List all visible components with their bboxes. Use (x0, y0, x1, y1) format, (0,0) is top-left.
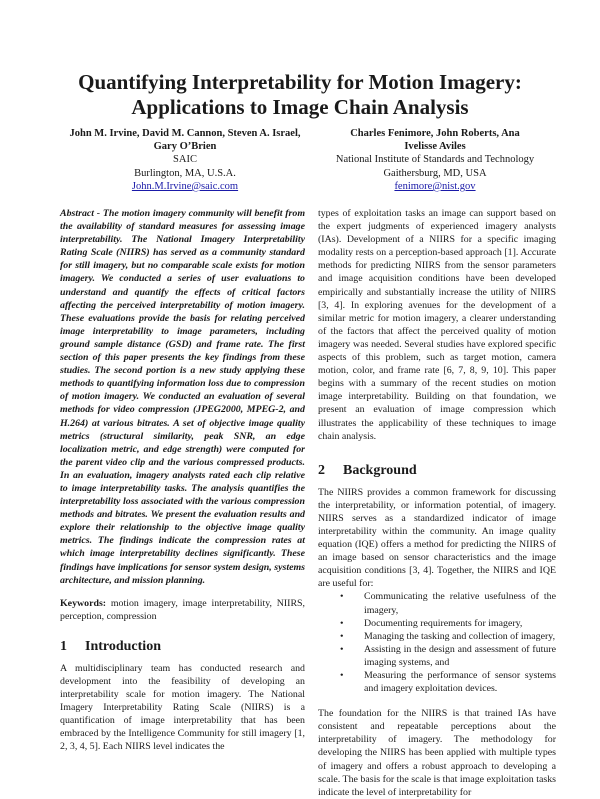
paper-title (40, 70, 560, 120)
right-column (318, 207, 556, 799)
section-heading-introduction (60, 639, 305, 655)
keywords-label: Keywords: (60, 597, 107, 609)
bullet-item: • Measuring the performance of sensor systems and imagery exploitation devices. (364, 669, 556, 695)
background-paragraph: The NIIRS provides a common framework for discussing the interpretability, or information potential, of imagery. NIIRS serves as a standardized indicator of image interpretability within the community. An image quality equation (IQE) offers a method for predicting the NIIRS of an image based on sensor characteristics and the image acquisition conditions [3, 4]. Together, the NIIRS and IQE are useful for: (318, 486, 556, 590)
bullet-item: • Managing the tasking and collection of imagery, (364, 630, 556, 643)
author-email-link[interactable]: fenimore@nist.gov (394, 180, 476, 192)
author-location: Burlington, MA, U.S.A. (134, 167, 236, 179)
section-number: 1 (60, 638, 67, 654)
left-column (60, 207, 305, 754)
section-heading-background (318, 463, 556, 479)
abstract: Abstract - The motion imagery community will benefit from the availability of standard measures for assessing image interpretability. The National Imagery Interpretability Rating Scale (NIIRS) has served as a community standard for still imagery, but no comparable scale exists for motion imagery. We conducted a series of user evaluations to understand and quantify the effects of critical factors affecting the perceived interpretability of motion imagery. These evaluations provide the basis for relating perceived image interpretability to image parameters, including ground sample distance (GSD) and frame rate. The first section of this paper presents the key findings from these studies. The second portion is a new study applying these methods to quantifying information loss due to compression of motion imagery. We conducted an evaluation of several methods for video compression (JPEG2000, MPEG-2, and H.264) at various bitrates. A set of objective image quality metrics (structural similarity, peak SNR, an edge localization metric, and edge strength) were computed for the parent video clip and the various compressed products. In an evaluation, imagery analysts rated each clip relative to image interpretability tasks. The analysis quantifies the interpretability loss associated with the various compression methods and bitrates. We present the evaluation results and explore their relationship to the objective image quality metrics. The findings indicate the compression rates at which image interpretability declines significantly. These findings have implications for sensor system design, systems architecture, and mission planning. (60, 208, 305, 586)
background-paragraph-2: The foundation for the NIIRS is that trained IAs have consistent and repeatable perceptions about the interpretability of imagery. The methodology for developing the NIIRS has been applied with multiple types of imagery and offers a robust approach to developing a scale. The basis for the scale is that image exploitation tasks indicate the level of interpretability for (318, 708, 556, 798)
title-line: Applications to Image Chain Analysis (131, 95, 469, 119)
keywords-text: motion imagery, image interpretability, NIIRS, perception, compression (60, 597, 305, 622)
introduction-paragraph: A multidisciplinary team has conducted research and development into the feasibility of developing an interpretability scale for motion imagery. The National Imagery Interpretability Rating Scale (NIIRS) is a quantification of image interpretability that has been embraced by the Intelligence Community for still imagery [1, 2, 3, 4, 5]. Each NIIRS level indicates the (60, 662, 305, 753)
author-names: Gary O’Brien (153, 141, 217, 153)
title-line: Quantifying Interpretability for Motion Imagery: (78, 70, 522, 94)
author-names: John M. Irvine, David M. Cannon, Steven A. Israel, (69, 128, 301, 139)
section-title: Introduction (85, 638, 161, 654)
author-names: Charles Fenimore, John Roberts, Ana (350, 128, 520, 139)
author-block-right (310, 127, 560, 193)
bullet-item: • Documenting requirements for imagery, (364, 617, 556, 630)
author-org: SAIC (173, 154, 197, 166)
background-bullet-list (318, 590, 556, 695)
section-number: 2 (318, 462, 325, 478)
bullet-item: • Communicating the relative usefulness of the imagery, (364, 590, 556, 616)
author-location: Gaithersburg, MD, USA (383, 167, 487, 179)
author-email-link[interactable]: John.M.Irvine@saic.com (131, 180, 239, 192)
section-title: Background (343, 462, 417, 478)
author-block-left (60, 127, 310, 193)
introduction-paragraph-continued: types of exploitation tasks an image can support based on the expert judgments of experienced imagery analysts (IAs). Development of a NIIRS for a specific imaging modality rests on a perception-based approach [1]. Accurate methods for predicting NIIRS from the sensor parameters and image acquisition conditions have been developed empirically and substantially increase the utility of NIIRS [3, 4]. In exploring avenues for the development of a similar metric for motion imagery, a clearer understanding of the factors that affect the perceived quality of motion imagery was needed. Several studies have explored specific aspects of this problem, such as target motion, camera motion, color, and frame rate [6, 7, 8, 9, 10]. This paper begins with a summary of the recent studies on motion image interpretability. Building on that foundation, we present an evaluation of image compression which illustrates the applicability of these techniques to image chain analysis. (318, 208, 556, 442)
bullet-item: • Assisting in the design and assessment of future imaging systems, and (364, 643, 556, 669)
author-names: Ivelisse Aviles (404, 141, 466, 153)
keywords (60, 597, 305, 623)
author-org: National Institute of Standards and Technology (335, 154, 535, 166)
